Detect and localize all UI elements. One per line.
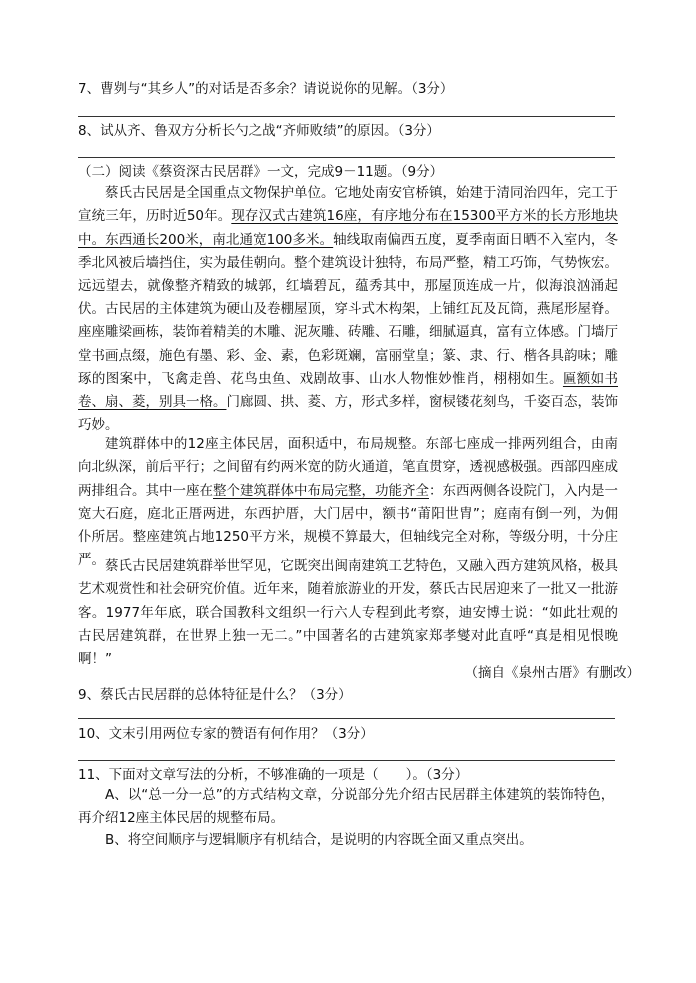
paragraph-3-underlined: 整个建筑群体中布局完整，功能齐全 <box>213 482 429 499</box>
answer-line-8 <box>78 157 615 158</box>
paragraph-3-text-a: 建筑群体中的12座主体民居，面积适中，布局规整。东部七座成一排两列组合，由南向北纵深，前后平行；之间留有约两米宽的防火通道，笔直贯穿，透视感极强。西部四座成两排组合。其中一座在 <box>78 436 618 499</box>
paragraph-2-text-b: 门廊圆、拱、菱、方，形式多样，窗棂镂花刻鸟，千姿百态，装饰巧妙。 <box>78 394 618 434</box>
answer-line-10 <box>78 760 615 761</box>
question-8: 8、试从齐、鲁双方分析长勺之战“齐师败绩”的原因。（3分） <box>78 123 440 139</box>
section-title: （二）阅读《蔡资深古民居群》一文，完成9－11题。（9分） <box>78 164 444 180</box>
option-b: B、将空间顺序与逻辑顺序有机结合，是说明的内容既全面又重点突出。 <box>105 832 533 848</box>
paragraph-3 <box>78 433 618 573</box>
source-note: （摘自《泉州古厝》有删改） <box>464 665 640 681</box>
paragraph-1-text-a: 蔡氏古民居是全国重点文物保护单位。它地处南安官桥镇，始建于清同治四年，完工于宣统三年，历时近50年。 <box>78 185 618 225</box>
option-a: A、以“总一分一总”的方式结构文章，分说部分先介绍古民居群主体建筑的装饰特色，再介绍12座主体民居的规整布局。 <box>78 787 615 827</box>
question-10: 10、文末引用两位专家的赞语有何作用？（3分） <box>78 726 374 742</box>
paragraph-2-text-a: 古民居的主体建筑为硬山及卷棚屋顶，穿斗式木构架，上铺红瓦及瓦筒，燕尾形屋脊。座座雕梁画栋，装饰着精美的木雕、泥灰雕、砖雕、石雕，细腻逼真，富有立体感。门墙厅堂书画点缀，施色有墨、彩、金、素，色彩斑斓，富丽堂皇；篆、隶、行、楷各具韵味；雕琢的图案中，飞禽走兽、花鸟虫鱼、戏剧故事、山水人物惟妙惟肖，栩栩如生。 <box>78 301 618 387</box>
paragraph-3-text-b: ：东西两侧各设院门，入内是一宽大石庭，庭北正厝两进，东西护厝，大门居中，额书“莆阳世胄”；庭南有倒一列，为佣仆所居。整座建筑占地1250平方米，规模不算最大，但轴线完全对称，等级分明，十分庄严。 <box>78 482 618 569</box>
paragraph-4: 蔡氏古民居建筑群举世罕见，它既突出闽南建筑工艺特色，又融入西方建筑风格，极具艺术观赏性和社会研究价值。近年来，随着旅游业的开发，蔡氏古民居迎来了一批又一批游客。1977年年底，联合国教科文组织一行六人专程到此考察，迪安博士说：“如此壮观的古民居建筑群，在世界上独一无二。”中国著名的古建筑家郑孝燮对此直呼“真是相见恨晚啊！” <box>78 558 618 668</box>
question-7: 7、曹刿与“其乡人”的对话是否多余？请说说你的见解。（3分） <box>78 81 454 97</box>
paragraph-1-text-b: 轴线取南偏西五度，夏季南面日晒不入室内，冬季北风被后墙挡住，实为最佳朝向。整个建筑设计独特，布局严整，精工巧饰，气势恢宏。远远望去，就像整齐精致的城郭，红墙碧瓦，蕴秀其中，那屋顶连成一片，似海浪汹涌起伏。 <box>78 231 618 318</box>
paragraph-1-underlined: 现存汉式古建筑16座，有序地分布在15300平方米的长方形地块中。东西通长200米，南北通宽100多米。 <box>78 208 618 248</box>
answer-line-7 <box>78 116 615 117</box>
paragraph-2 <box>78 298 618 438</box>
paragraph-2-underlined: 匾额如书卷、扇、菱，别具一格。 <box>78 370 619 411</box>
question-11: 11、下面对文章写法的分析，不够准确的一项是（ ）。（3分） <box>78 767 469 783</box>
answer-line-9 <box>78 718 615 719</box>
question-9: 9、蔡氏古民居群的总体特征是什么？（3分） <box>78 687 352 703</box>
